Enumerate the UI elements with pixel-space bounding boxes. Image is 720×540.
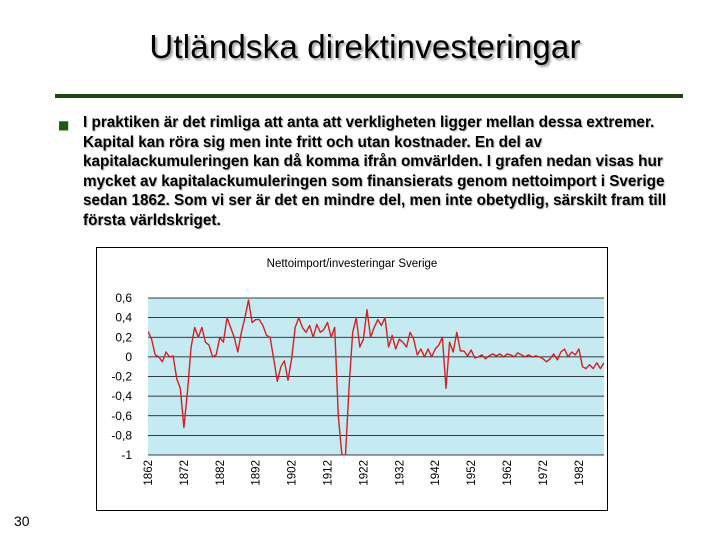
title-divider xyxy=(55,94,683,98)
y-tick-label: -0,2 xyxy=(111,369,132,384)
x-tick-label: 1862 xyxy=(143,460,155,486)
y-tick-label: -0,8 xyxy=(111,428,132,443)
y-tick-label: -1 xyxy=(121,448,132,462)
x-tick-label: 1872 xyxy=(178,460,191,486)
y-tick-label: 0,4 xyxy=(115,310,132,325)
x-tick-label: 1962 xyxy=(502,460,515,486)
square-bullet-icon: ■ xyxy=(58,118,70,132)
x-tick-label: 1902 xyxy=(286,460,299,486)
x-tick-label: 1942 xyxy=(430,460,443,486)
y-tick-label: -0,4 xyxy=(111,389,132,404)
y-tick-label: 0 xyxy=(125,349,132,364)
x-tick-label: 1912 xyxy=(322,460,335,486)
y-tick-label: -0,6 xyxy=(111,408,132,423)
line-chart xyxy=(97,248,607,510)
chart-title: Nettoimport/investeringar Sverige xyxy=(266,258,438,270)
x-tick-label: 1972 xyxy=(537,460,550,486)
x-tick-label: 1892 xyxy=(250,460,263,486)
page-number: 30 xyxy=(14,513,30,529)
y-tick-label: 0,6 xyxy=(115,291,132,305)
x-tick-label: 1932 xyxy=(394,460,407,486)
x-tick-label: 1882 xyxy=(214,460,227,486)
y-tick-label: 0,2 xyxy=(115,330,132,345)
slide-title: Utländska direktinvesteringar xyxy=(149,28,581,65)
x-tick-label: 1952 xyxy=(466,460,479,486)
x-tick-label: 1922 xyxy=(358,460,371,486)
x-tick-label: 1982 xyxy=(573,460,586,486)
chart-container xyxy=(96,247,608,511)
bullet-text: I praktiken är det rimliga att anta att verkligheten ligger mellan dessa extremer. Kapital kan röra sig men inte fritt och utan kostnader. En del av kapitalackumuleringen kan då komma ifrån omvärlden. I grafen nedan visas hur mycket av kapitalackumuleringen som finansierats genom nettoimport i Sverige sedan 1862. Som vi ser är det en mindre del, men inte obetydlig, särskilt fram till första världskriget. xyxy=(83,114,667,229)
